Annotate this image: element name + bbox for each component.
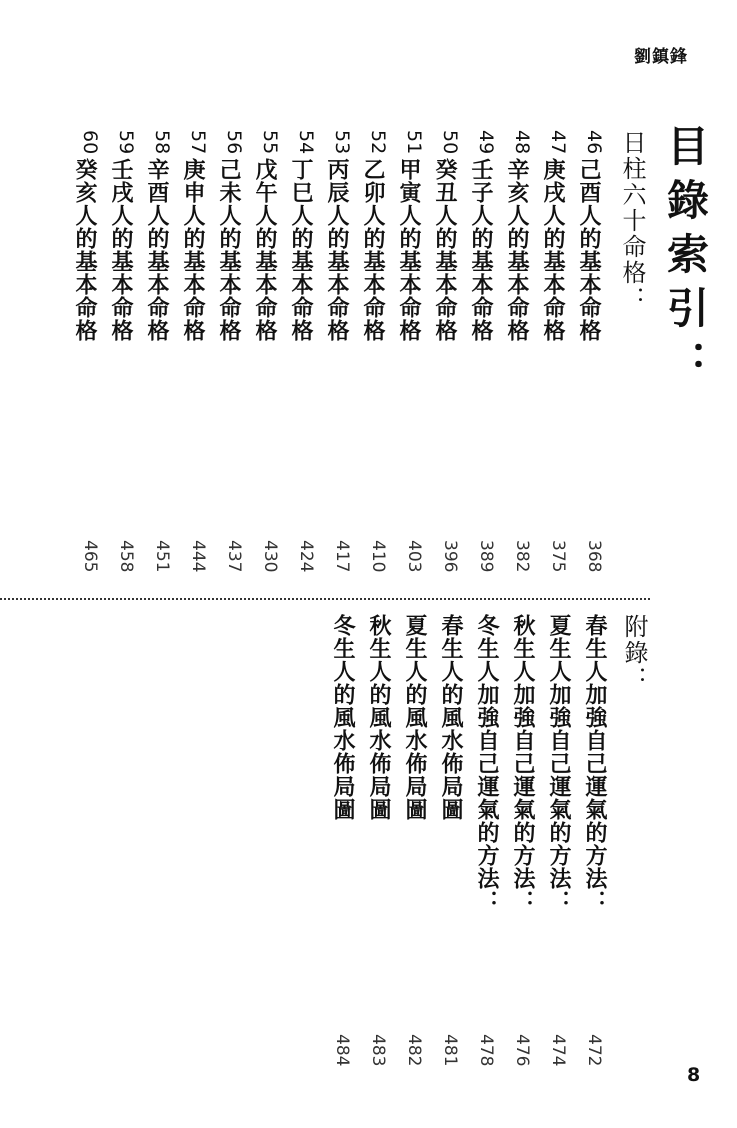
toc-page: 424 <box>296 540 316 573</box>
toc-page: 375 <box>548 540 568 573</box>
toc-entry[interactable] <box>576 130 612 573</box>
appendix-entry[interactable] <box>324 614 360 1067</box>
toc-number: 53 <box>331 130 353 155</box>
toc-entry[interactable] <box>324 130 360 573</box>
appendix-page: 482 <box>404 1034 424 1067</box>
toc-number: 47 <box>547 130 569 155</box>
toc-entry[interactable] <box>540 130 576 573</box>
page-title: 目錄索引： <box>661 124 710 394</box>
toc-number: 56 <box>223 130 245 155</box>
toc-number: 51 <box>403 130 425 155</box>
author-name: 劉鎮鋒 <box>634 47 688 67</box>
appendix-page: 483 <box>368 1034 388 1067</box>
appendix-page: 476 <box>512 1034 532 1067</box>
appendix-page: 474 <box>548 1034 568 1067</box>
toc-page: 382 <box>512 540 532 573</box>
toc-number: 59 <box>115 130 137 155</box>
toc-number: 55 <box>259 130 281 155</box>
toc-title: 庚戌人的基本命格 <box>540 158 565 343</box>
toc-number: 60 <box>79 130 101 155</box>
toc-page: 368 <box>584 540 604 573</box>
toc-page: 451 <box>152 540 172 573</box>
toc-title: 己酉人的基本命格 <box>576 158 601 343</box>
appendix-title: 秋生人加強自己運氣的方法： <box>510 614 535 913</box>
toc-entry[interactable] <box>144 130 180 573</box>
toc-page: 465 <box>80 540 100 573</box>
toc-title: 戊午人的基本命格 <box>252 158 277 343</box>
toc-entry[interactable] <box>396 130 432 573</box>
appendix-title: 春生人的風水佈局圖 <box>438 614 463 821</box>
toc-entry[interactable] <box>108 130 144 573</box>
toc-entry[interactable] <box>360 130 396 573</box>
appendix-entry[interactable] <box>576 614 612 1067</box>
toc-page: 403 <box>404 540 424 573</box>
appendix-entry[interactable] <box>504 614 540 1067</box>
toc-entry[interactable] <box>468 130 504 573</box>
appendix-entry[interactable] <box>540 614 576 1067</box>
appendix-title: 冬生人加強自己運氣的方法： <box>474 614 499 913</box>
section-heading-day-pillar: 日柱六十命格： <box>618 130 646 312</box>
toc-page: 389 <box>476 540 496 573</box>
toc-title: 壬子人的基本命格 <box>468 158 493 343</box>
toc-page: 417 <box>332 540 352 573</box>
toc-title: 己未人的基本命格 <box>216 158 241 343</box>
appendix-entry[interactable] <box>360 614 396 1067</box>
appendix-entry[interactable] <box>468 614 504 1067</box>
toc-entry[interactable] <box>432 130 468 573</box>
appendix-title: 秋生人的風水佈局圖 <box>366 614 391 821</box>
dotted-divider <box>0 598 650 600</box>
toc-page: 396 <box>440 540 460 573</box>
toc-title: 癸丑人的基本命格 <box>432 158 457 343</box>
toc-title: 丙辰人的基本命格 <box>324 158 349 343</box>
appendix-entry[interactable] <box>396 614 432 1067</box>
section-heading-appendix: 附錄： <box>620 614 648 692</box>
toc-number: 49 <box>475 130 497 155</box>
toc-entry[interactable] <box>72 130 108 573</box>
toc-title: 乙卯人的基本命格 <box>360 158 385 343</box>
toc-title: 壬戌人的基本命格 <box>108 158 133 343</box>
toc-page: 458 <box>116 540 136 573</box>
toc-entry[interactable] <box>252 130 288 573</box>
toc-number: 57 <box>187 130 209 155</box>
toc-title: 癸亥人的基本命格 <box>72 158 97 343</box>
appendix-title: 夏生人加強自己運氣的方法： <box>546 614 571 913</box>
toc-number: 58 <box>151 130 173 155</box>
toc-title: 甲寅人的基本命格 <box>396 158 421 343</box>
appendix-title: 夏生人的風水佈局圖 <box>402 614 427 821</box>
toc-page: 437 <box>224 540 244 573</box>
toc-entry[interactable] <box>180 130 216 573</box>
toc-page: 444 <box>188 540 208 573</box>
toc-title: 辛亥人的基本命格 <box>504 158 529 343</box>
appendix-page: 484 <box>332 1034 352 1067</box>
toc-title: 庚申人的基本命格 <box>180 158 205 343</box>
toc-number: 48 <box>511 130 533 155</box>
toc-number: 46 <box>583 130 605 155</box>
appendix-page: 472 <box>584 1034 604 1067</box>
toc-entry[interactable] <box>216 130 252 573</box>
toc-number: 52 <box>367 130 389 155</box>
appendix-entry[interactable] <box>432 614 468 1067</box>
appendix-page: 481 <box>440 1034 460 1067</box>
toc-page: 410 <box>368 540 388 573</box>
appendix-title: 春生人加強自己運氣的方法： <box>582 614 607 913</box>
toc-number: 50 <box>439 130 461 155</box>
appendix-page: 478 <box>476 1034 496 1067</box>
toc-number: 54 <box>295 130 317 155</box>
toc-title: 丁巳人的基本命格 <box>288 158 313 343</box>
appendix-title: 冬生人的風水佈局圖 <box>330 614 355 821</box>
page-number: 8 <box>687 1064 701 1086</box>
toc-entry[interactable] <box>288 130 324 573</box>
toc-title: 辛酉人的基本命格 <box>144 158 169 343</box>
toc-entry[interactable] <box>504 130 540 573</box>
toc-page: 430 <box>260 540 280 573</box>
